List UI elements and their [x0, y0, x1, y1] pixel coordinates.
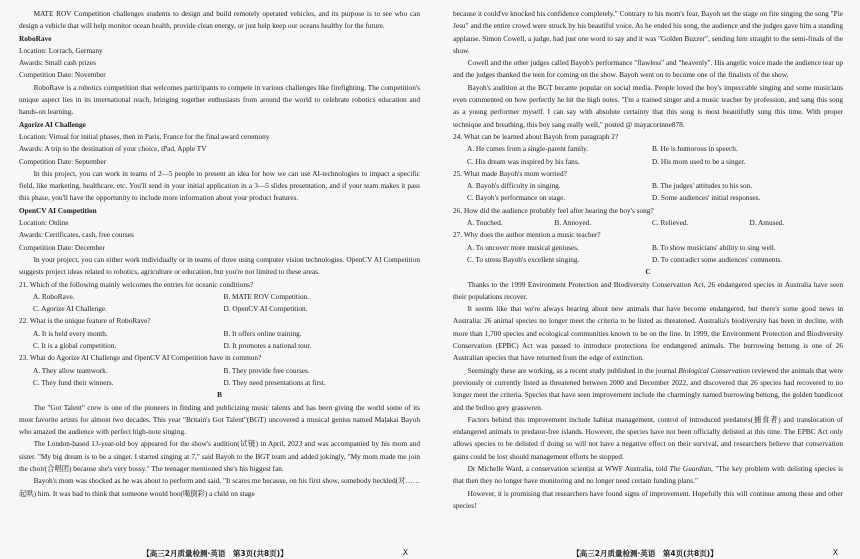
answer-option: B. He is humorous in speech.: [652, 144, 738, 154]
answer-row: [19, 291, 420, 303]
answer-option: D. His mom used to be a singer.: [652, 156, 746, 166]
section-heading: OpenCV AI Competition: [19, 205, 97, 215]
info-line: Awards: Small cash prizes: [19, 58, 96, 68]
info-line: Competition Date: November: [19, 70, 106, 80]
paragraph: Factors behind this improvement include habitat management, control of introduced predators(捕食者) and translocation of endangered animals to predator-free islands. However, the species have not been officially delisted at this time. The EPBC Act only allows species to be delisted if doing so will not have a negative effect on their survival, and researchers believe that conservation gains could be lost should management efforts be stopped.: [453, 414, 843, 461]
answer-option: B. The judges' attitudes to his son.: [652, 181, 753, 191]
paragraph: In this project, you can work in teams of 2—5 people to present an idea for how we can use AI-technologies to impact a specific field, like marketing, healthcare, etc. You'll send in your initial application in a 3—5 slides presentation, and if your team makes it pass this phase, you'll have the opportunity to include more information about your product features.: [19, 168, 420, 203]
paragraph: RoboRave is a robotics competition that welcomes participants to compete in various challenges like firefighting. The competition's unique aspect lies in its international reach, bringing together enthusiasts from around the world to celebrate robotics education and hands-on learning.: [19, 82, 420, 117]
section-title: B: [217, 390, 222, 400]
answer-option: B. To show musicians' ability to sing well.: [652, 242, 776, 252]
answer-option: B. They provide free courses.: [223, 365, 310, 375]
answer-option: C. To stress Bayoh's excellent singing.: [467, 254, 580, 264]
info-line: Competition Date: December: [19, 242, 105, 252]
answer-option: C. Bayoh's performance on stage.: [467, 193, 566, 203]
footer-text: 【高三2月质量检测·英语 第4页(共8页)】: [572, 549, 718, 558]
question-stem: 24. What can be learned about Bayoh from paragraph 2?: [453, 131, 619, 141]
answer-option: B. Annoyed.: [554, 218, 592, 228]
answer-option: C. They fund their winners.: [33, 377, 114, 387]
exam-page-3: [0, 0, 430, 558]
question-stem: 25. What made Bayoh's mom worried?: [453, 168, 567, 178]
answer-option: A. They allow teamwork.: [33, 365, 108, 375]
question-stem: 22. What is the unique feature of RoboRave?: [19, 316, 151, 326]
paragraph: MATE ROV Competition challenges students to design and build remotely operated vehicles, and its purpose is to see who can design a vehicle that will help monitor ocean health, provide clean energy, or just help keep our oceans healthy for the future.: [19, 9, 420, 31]
answer-option: A. To uncover more musical geniuses.: [467, 242, 579, 252]
answer-option: C. His dream was inspired by his fans.: [467, 156, 580, 166]
section-title: C: [645, 267, 651, 277]
paragraph: Bayoh's mom was shocked as he was about to perform and said, "It scares me because, on his first show, somebody heckled(对……起哄) him. It was bad to think that someone would boo(喝倒彩) a child on stage: [19, 476, 420, 498]
text-run: reviewed the animals that were previously or currently listed as threatened between 2000 and December 2022, and discovered that 26 species had recovered to no longer meet the criteria. Species that have seen improvement include the charmingly named burrowing bettong, the golden bandicoot and the bulloo grey grasswren.: [453, 365, 844, 412]
exam-page-4: [430, 0, 860, 558]
answer-row: [453, 242, 843, 254]
section-heading: RoboRave: [19, 33, 52, 43]
answer-option: D. They need presentations at first.: [223, 377, 326, 387]
info-line: Competition Date: September: [19, 156, 107, 166]
footer-text: 【高三2月质量检测·英语 第3页(共8页)】: [142, 549, 288, 558]
answer-option: D. OpenCV AI Competition.: [223, 304, 308, 314]
answer-row: [19, 340, 420, 352]
answer-option: B. MATE ROV Competition.: [223, 291, 310, 301]
paragraph: The London-based 13-year-old boy appeared for the show's audition(试镜) in April, 2023 and was accompanied by his mom and sister. "My big dream is to be a singer. I started singing at 7," said Bayoh to the BGT team and added jokingly, "My mom made me join the choir(合唱团) because she's very bossy." The teenager mentioned she's his biggest fan.: [19, 439, 420, 473]
newspaper-name: The Guardian: [669, 463, 712, 473]
info-line: Awards: Certificates, cash, free courses: [19, 230, 134, 240]
paragraph: [453, 463, 843, 488]
answer-option: A. He comes from a single-parent family.: [467, 144, 589, 154]
paragraph: Thanks to the 1999 Environment Protection and Biodiversity Conservation Act, 26 endangered species in Australia have seen their populations recover.: [453, 279, 843, 301]
answer-option: D. Amused.: [749, 218, 785, 228]
answer-option: D. To contradict some audiences' comments.: [652, 254, 783, 264]
answer-option: B. It offers online training.: [223, 328, 302, 338]
answer-option: D. Some audiences' initial responses.: [652, 193, 761, 203]
paragraph: It seems like that we're always hearing about new animals that have become endangered, but there's some good news in Australia: 26 animal species no longer meet the criteria to be listed as threatened. Australia's biodiversity has been in decline, with more than 1,700 species and ecological communities known to be on the line. In 1999, the Environment Protection and Biodiversity Conservation (EPBC) Act was passed to introduce protections for endangered animals. The burrowing bettong is one of 26 Australian species that have returned from the edge of extinction.: [453, 304, 843, 363]
paragraph: because it could've knocked his confidence completely." Contrary to his mom's fear, Bayoh set the stage on fire singing the song "Pie Jesu" and the entire crowd were struck by his beautiful voice. As he ended his song, the audience and the judges gave him a standing applause. Simon Cowell, a judge, had just one word to say and it was "Golden Buzzer", sending him straight to the semi-finals of the show.: [453, 9, 843, 55]
footer-mark: X: [402, 548, 408, 557]
info-line: Awards: A trip to the destination of your choice, iPad, Apple TV: [19, 144, 207, 154]
answer-option: C. It is a global competition.: [33, 341, 117, 351]
question-stem: 26. How did the audience probably feel after hearing the boy's song?: [453, 205, 654, 215]
answer-row: [453, 143, 843, 155]
text-run: Seemingly these are working, as a recent study published in the journal: [467, 365, 679, 375]
answer-option: A. Touched.: [467, 218, 503, 228]
info-line: Location: Online: [19, 218, 69, 228]
answer-row: [19, 303, 420, 315]
answer-option: C. Relieved.: [652, 218, 689, 228]
question-stem: 27. Why does the author mention a music teacher?: [453, 230, 601, 240]
answer-row: [19, 328, 420, 340]
left-column: [19, 8, 420, 500]
text-run: , "The key problem with delisting species is that then they no longer have monitoring and no longer need certain funding plans.": [453, 463, 843, 486]
info-line: Location: Virtual for initial phases, then in Paris, France for the final award ceremony: [19, 131, 270, 141]
answer-option: C. Agorize AI Challenge.: [33, 304, 107, 314]
answer-row: [453, 217, 843, 229]
paragraph: [453, 365, 843, 414]
answer-row: [19, 365, 420, 377]
paragraph: The "Got Talent" crew is one of the pioneers in finding and publicizing music talents and has been giving the world some of its most favorite artists for almost two decades. This year "Britain's Got Talent"(BGT) uncovered a musical genius named Malakai Bayoh who amazed the audience with perfect high-note singing.: [19, 402, 420, 437]
answer-option: D. It promotes a national tour.: [223, 341, 312, 351]
paragraph: In your project, you can either work individually or in teams of three using computer vision technologies. OpenCV AI Competition suggests project ideas related to robotics, agriculture or education, but you're not limited to these areas.: [19, 254, 420, 277]
paragraph: However, it is promising that researchers have found signs of improvement. Hopefully this will continue among these and other species!: [453, 488, 843, 510]
info-line: Location: Lorrach, Germany: [19, 45, 103, 55]
question-stem: 21. Which of the following mainly welcomes the entries for oceanic conditions?: [19, 279, 254, 289]
answer-option: A. Bayoh's difficulty in singing.: [467, 181, 561, 191]
answer-row: [453, 156, 843, 168]
answer-option: A. It is held every month.: [33, 328, 108, 338]
answer-row: [19, 377, 420, 389]
journal-name: Biological Conservation: [678, 365, 750, 375]
footer-mark: X: [832, 548, 838, 557]
section-heading: Agorize AI Challenge: [19, 119, 86, 129]
answer-option: A. RoboRave.: [33, 291, 75, 301]
paragraph: Cowell and the other judges called Bayoh's performance "flawless" and "heavenly". His angelic voice made the audience tear up and the judges thanked the teen for coming on the show. Bayoh went on to become one of the finalists of the show.: [453, 58, 843, 80]
right-column: [453, 8, 843, 512]
answer-row: [453, 254, 843, 266]
answer-row: [453, 192, 843, 204]
paragraph: Bayoh's audition at the BGT became popular on social media. People loved the boy's impeccable singing and some musicians even commented on how perfectly he hit the high notes. "I'm a trained singer and a music teacher by profession, and sang this song as a young performer myself. I can say with absolute certainty that this song is most beautifully sung this time. With proper technique and breathing, this boy sang really well," posted @ mayacorinne878.: [453, 82, 843, 129]
text-run: Dr Michelle Ward, a conservation scientist at WWF Australia, told: [467, 463, 670, 473]
answer-row: [453, 180, 843, 192]
question-stem: 23. What do Agorize AI Challenge and OpenCV AI Competition have in common?: [19, 353, 262, 363]
